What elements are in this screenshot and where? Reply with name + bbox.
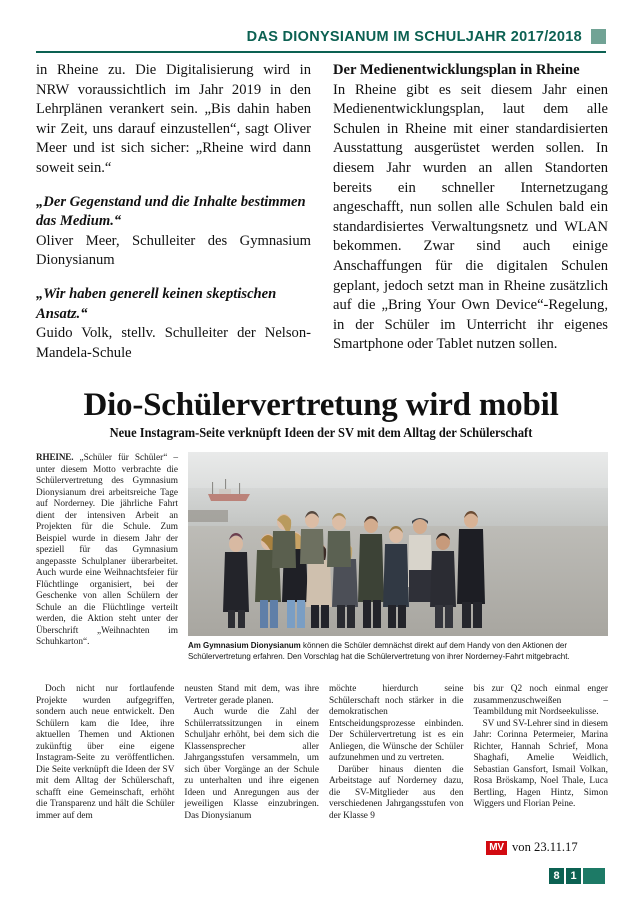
credit-date: von 23.11.17	[512, 840, 578, 854]
article-photo	[188, 452, 608, 636]
mv-logo-icon: MV	[486, 841, 507, 855]
top-article	[36, 61, 608, 363]
source-credit	[486, 840, 578, 855]
column-2-paragraph-b: Auch wurde die Zahl der Schülerratssitzungen in einem Schuljahr erhöht, bei dem sich die Klassensprecher aller Jahrgangsstufen versammeln, um sich über Vorgänge an der Schule zu unterhalten und ihre eigenen Ideen und Anregungen aus der jeweiligen Klasse einzubringen. Das Dionysianum	[184, 707, 319, 821]
photo-caption	[188, 640, 587, 661]
running-head	[36, 28, 606, 58]
top-article-right-column	[333, 61, 608, 363]
running-head-square-icon	[591, 29, 606, 44]
photo-caption-lead: Am Gymnasium Dionysianum	[188, 640, 301, 650]
pull-quote-1: „Der Gegenstand und die Inhalte bestimmen das Medium.“	[36, 193, 306, 230]
main-headline: Dio-Schülervertretung wird mobil	[83, 387, 559, 423]
lead-text: „Schüler für Schüler“ – unter diesem Motto verbrachte die Schülervertretung des Gymnasium Dionysianum drei arbeitsreiche Tage auf Norderney. Die jährliche Fahrt dient der intensiven Arbeit an Projekten für die Schule. Zum Beispiel wurde in diesem Jahr der speziell für das Gymnasium angepasste Schulplaner überarbeitet. Auch wurde eine Weihnachtsfeier für Flüchtlinge organisiert, bei der Geschenke von allen Schülern der Schule an die Flüchtlinge verteilt werden, die Aktion steht unter der Überschrift „Weihnachten im Schuhkarton“.	[36, 453, 178, 647]
top-article-body-text: In Rheine gibt es seit diesem Jahr einen Medienentwicklungsplan, laut dem alle Schulen in Rheine mit einer standardisierten Ausstattung ausgerüstet werden sollen. In diesem Jahr wurden an allen Standorten bereits ein schneller Internetzugang angeschafft, nun sollen alle Schulen bald ein standardisiertes Verwaltungsnetz und WLAN bekommen. Zwar sind auch einige Anschaffungen für die digitalen Schulen geplant, jedoch setzt man in Rheine zusätzlich auf die „Bring Your Own Device“-Regelung, in der Schüler im Unterricht ihr eigenes Smartphone oder Tablet nutzen sollen.	[333, 81, 608, 353]
page-digit-2: 1	[566, 868, 581, 884]
top-article-subhead: Der Medienentwicklungsplan in Rheine	[333, 62, 580, 78]
main-article	[36, 452, 608, 832]
lead-column	[36, 452, 178, 649]
column-2-paragraph-a: neusten Stand mit dem, was ihre Vertreter gerade planen.	[184, 684, 319, 706]
running-head-rule	[36, 51, 606, 53]
article-column-4	[473, 684, 608, 822]
article-columns	[36, 684, 608, 822]
photo-illustration	[188, 452, 608, 636]
column-4-paragraph-a: bis zur Q2 noch einmal enger zusammenzuschweißen – Teambildung mit Nordseekulisse.	[473, 684, 609, 717]
page-number-square-icon	[583, 868, 605, 884]
dateline: RHEINE.	[36, 452, 74, 462]
column-3-paragraph-a: möchte hierdurch seine Schülerschaft noch stärker in die demokratischen Entscheidungsprozesse einbinden. Der Schülervertretung ist es ein Anliegen, die Wünsche der Schüler aufzunehmen und zu vertreten.	[328, 684, 464, 763]
column-4-paragraph-b: SV und SV-Lehrer sind in diesem Jahr: Corinna Petermeier, Marina Richter, Hannah Schrief, Mona Shaghafi, Amelie Weidlich, Sebastian Gansfort, Ismail Volkan, Rosa Bröskamp, Noel Thale, Luca Bertling, Hagen Hintz, Simon Wiggers und Florian Peine.	[473, 718, 609, 809]
page-number	[549, 868, 605, 884]
top-article-continuation-text: in Rheine zu. Die Digitalisierung wird in NRW voraussichtlich im Jahr 2019 in den Lehrplänen verankert sein. „Bis dahin haben wir Zeit, uns darauf einzustellen“, sagt Oliver Meer und ist sich sicher: „Rheine wird dann soweit sein.“	[36, 62, 311, 176]
column-3-paragraph-b: Darüber hinaus dienten die Arbeitstage auf Norderney dazu, die SV-Mitglieder aus den verschiedenen Jahrgangsstufen von der Klasse 9	[328, 764, 464, 821]
main-subheadline: Neue Instagram-Seite verknüpft Ideen der SV mit dem Alltag der Schülerschaft	[109, 425, 533, 440]
article-column-2	[184, 684, 319, 822]
article-column-1	[36, 684, 174, 822]
photo-caption-text: können die Schüler demnächst direkt auf dem Handy von den Aktionen der Schülervertretung erfahren. Den Vorschlag hat die Schülervertretung von ihrer Norderney-Fahrt mitgebracht.	[188, 640, 570, 661]
pull-quote-1-attribution: Oliver Meer, Schulleiter des Gymnasium Dionysianum	[36, 232, 311, 269]
pull-quote-2-attribution: Guido Volk, stellv. Schulleiter der Nelson-Mandela-Schule	[36, 325, 311, 361]
running-head-title: DAS DIONYSIANUM IM SCHULJAHR 2017/2018	[246, 29, 582, 45]
column-1-paragraph: Doch nicht nur fortlaufende Projekte wurden aufgegriffen, sondern auch neue entwickelt. Den Schülern kam die Idee, ihre aktuellen Themen und Aktionen zukünftig über eine eigene Instagram-Seite zu veröffentlichen. Die Seite verknüpft die Ideen der SV mit dem Alltag der Schülerschaft, schafft eine Gemeinschaft, erhöht die Transparenz und hält die Schüler immer auf dem	[36, 684, 175, 821]
top-article-left-column	[36, 61, 311, 363]
lead-paragraph	[36, 452, 178, 649]
article-column-3	[329, 684, 464, 822]
page-digit-1: 8	[549, 868, 564, 884]
pull-quote-2: „Wir haben generell keinen skeptischen Ansatz.“	[36, 285, 277, 322]
